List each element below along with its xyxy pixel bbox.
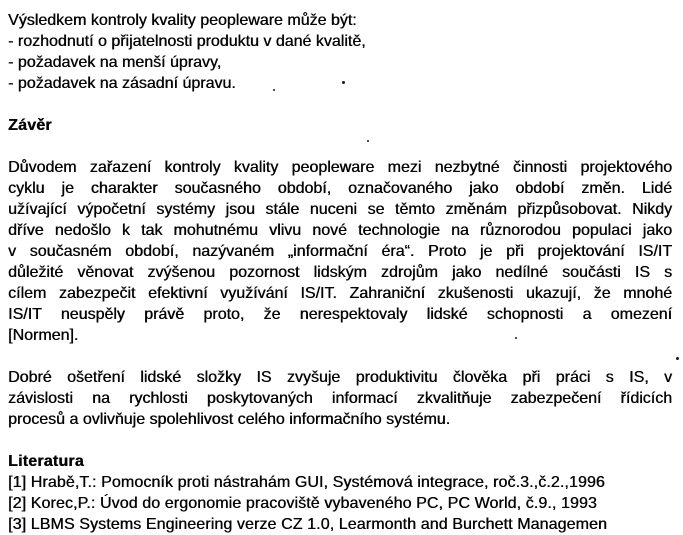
zaver-heading: Závěr xyxy=(8,117,52,134)
reference-item: [1] Hrabě,T.: Pomocník proti nástrahám GUI, Systémová integrace, roč.3.,č.2.,1996 xyxy=(8,474,605,491)
scan-speck xyxy=(273,89,275,91)
scan-speck xyxy=(515,337,517,339)
intro-line: Výsledkem kontroly kvality peopleware může být: xyxy=(8,12,357,29)
intro-list-item: - požadavek na menší úpravy, xyxy=(8,54,222,71)
paragraph-line: v současném období, nazývaném „informační éra“. Proto je při projektování IS/IT xyxy=(8,243,672,260)
paragraph-line: důležité věnovat zvýšenou pozornost lidským zdrojům jako nedílné součásti IS s xyxy=(8,264,672,281)
intro-list-item: - požadavek na zásadní úpravu. xyxy=(8,75,236,92)
zaver-paragraph-2 xyxy=(8,367,672,430)
reference-item: [2] Korec,P.: Úvod do ergonomie pracoviště vybaveného PC, PC World, č.9., 1993 xyxy=(8,495,597,512)
reference-item: [3] LBMS Systems Engineering verze CZ 1.0, Learmonth and Burchett Managemen xyxy=(8,516,607,533)
intro-list-item: - rozhodnutí o přijatelnosti produktu v dané kvalitě, xyxy=(8,33,366,50)
paragraph-line: procesů a ovlivňuje spolehlivost celého informačního systému. xyxy=(8,411,451,428)
paragraph-line: závislosti na rychlosti poskytovaných informací zkvalitňuje zabezpečení řídicích xyxy=(8,390,672,407)
paragraph-line: užívající výpočetní systémy jsou stále nuceni se těmto změnám přizpůsobovat. Nikdy xyxy=(8,201,672,218)
paragraph-line: Důvodem zařazení kontroly kvality peopleware mezi nezbytné činnosti projektového xyxy=(8,159,672,176)
scan-speck xyxy=(342,81,345,84)
zaver-paragraph-1 xyxy=(8,157,672,346)
paragraph-line: IS/IT neuspěly právě proto, že nerespektovaly lidské schopnosti a omezení xyxy=(8,306,672,323)
paragraph-line: [Normen]. xyxy=(8,327,79,344)
paragraph-line: cílem zabezpečit efektivní využívání IS/IT. Zahraniční zkušenosti ukazují, že mnohé xyxy=(8,285,672,302)
paragraph-line: dříve nedošlo k tak mohutnému vlivu nové technologie na různorodou populaci jako xyxy=(8,222,672,239)
scan-speck xyxy=(676,357,679,360)
scan-speck xyxy=(367,140,369,142)
paragraph-line: Dobré ošetření lidské složky IS zvyšuje produktivitu člověka při práci s IS, v xyxy=(8,369,672,386)
references-list xyxy=(8,472,672,535)
intro-section xyxy=(8,10,672,94)
paragraph-line: cyklu je charakter současného období, označovaného jako období změn. Lidé xyxy=(8,180,672,197)
literatura-heading: Literatura xyxy=(8,453,84,470)
